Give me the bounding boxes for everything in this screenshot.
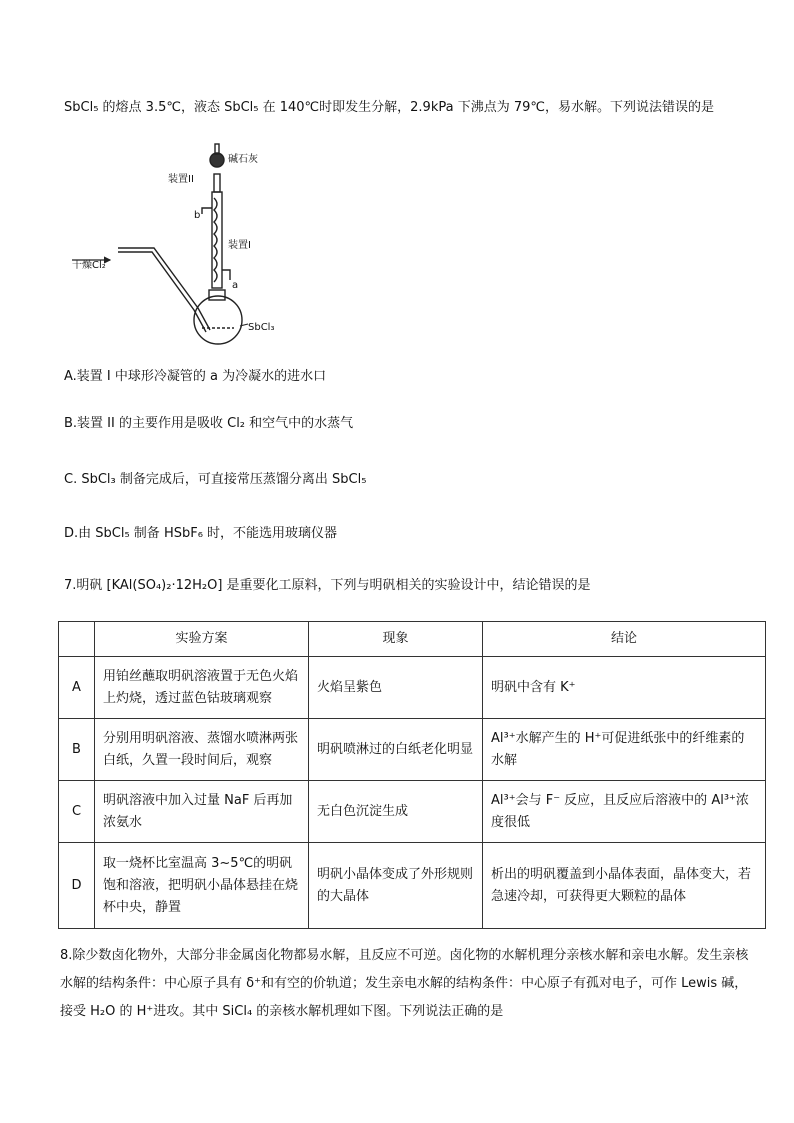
table-header [59,622,95,657]
apparatus-diagram [62,138,292,350]
q6-option-a: A.装置 I 中球形冷凝管的 a 为冷凝水的进水口 [64,369,327,384]
row-plan: 分别用明矾溶液、蒸馏水喷淋两张白纸，久置一段时间后，观察 [95,719,309,781]
row-plan: 取一烧杯比室温高 3~5℃的明矾饱和溶液，把明矾小晶体悬挂在烧杯中央，静置 [95,843,309,929]
label-dry-cl2: 干燥Cl₂ [72,260,106,271]
q8-stem: 8.除少数卤化物外，大部分非金属卤化物都易水解，且反应不可逆。卤化物的水解机理分亲核水解和亲电水解。发生亲核水解的结构条件：中心原子具有 δ⁺和有空的价轨道；发生亲电水解的结构条件：中心原子有孤对电子，可作 Lewis 碱，接受 H₂O 的 H⁺进攻。其中 SiCl₄ 的亲核水解机理如下图。下列说法正确的是 [60,948,749,1019]
label-port-a: a [232,280,239,291]
row-phenomenon: 无白色沉淀生成 [309,781,483,843]
table-header: 结论 [483,622,766,657]
table-row [59,843,766,929]
row-label: D [59,843,95,929]
row-plan: 明矾溶液中加入过量 NaF 后再加浓氨水 [95,781,309,843]
row-phenomenon: 明矾喷淋过的白纸老化明显 [309,719,483,781]
row-plan: 用铂丝蘸取明矾溶液置于无色火焰上灼烧，透过蓝色钴玻璃观察 [95,657,309,719]
q6-option-c: C. SbCl₃ 制备完成后，可直接常压蒸馏分离出 SbCl₅ [64,472,367,487]
inlet-tube [118,248,210,330]
q6-stem: SbCl₅ 的熔点 3.5℃，液态 SbCl₅ 在 140℃时即发生分解，2.9kPa 下沸点为 79℃，易水解。下列说法错误的是 [64,100,714,115]
table-row [59,781,766,843]
label-port-b: b [194,210,201,221]
row-conclusion: Al³⁺会与 F⁻ 反应，且反应后溶液中的 Al³⁺浓度很低 [483,781,766,843]
flask [194,296,242,344]
q6-option-b: B.装置 II 的主要作用是吸收 Cl₂ 和空气中的水蒸气 [64,416,354,431]
row-label: A [59,657,95,719]
flask-neck [209,290,225,300]
table-header-row [59,622,766,657]
experiment-table [58,621,766,929]
row-conclusion: Al³⁺水解产生的 H⁺可促进纸张中的纤维素的水解 [483,719,766,781]
row-conclusion: 明矾中含有 K⁺ [483,657,766,719]
label-soda-lime: 碱石灰 [228,154,258,165]
row-label: B [59,719,95,781]
label-device1: 装置I [228,240,251,251]
table-row [59,657,766,719]
row-phenomenon: 明矾小晶体变成了外形规则的大晶体 [309,843,483,929]
table-header: 实验方案 [95,622,309,657]
outlet-b [202,208,212,214]
inlet-a [222,270,230,280]
row-conclusion: 析出的明矾覆盖到小晶体表面，晶体变大，若急速冷却，可获得更大颗粒的晶体 [483,843,766,929]
drying-tube [210,153,224,167]
row-label: C [59,781,95,843]
table-row [59,719,766,781]
label-sbcl3: SbCl₃ [248,322,275,333]
table-header: 现象 [309,622,483,657]
q7-stem: 7.明矾 [KAl(SO₄)₂·12H₂O] 是重要化工原料，下列与明矾相关的实验设计中，结论错误的是 [64,578,591,593]
label-device2: 装置II [168,174,194,185]
q6-option-d: D.由 SbCl₅ 制备 HSbF₆ 时，不能选用玻璃仪器 [64,526,338,541]
row-phenomenon: 火焰呈紫色 [309,657,483,719]
